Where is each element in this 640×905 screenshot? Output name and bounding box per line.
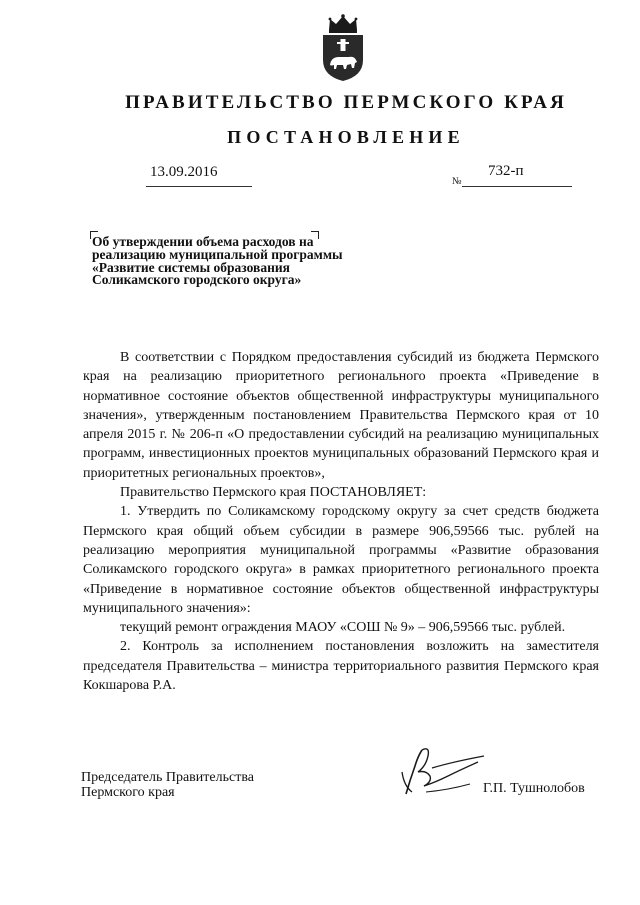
signatory-title-line-2: Пермского края bbox=[81, 785, 175, 800]
body-paragraph-item-1: 1. Утвердить по Соликамскому городскому округу за счет средств бюджета Пермского края общий объем субсидии в размере 906,59566 тыс. рублей на реализацию мероприятия муниципальной программы «Развитие образования Соликамского городского округа» в рамках приоритетного регионального проекта «Приведение в нормативное состояние объектов общественной инфраструктуры муниципального значения»: bbox=[83, 504, 599, 616]
document-date: 13.09.2016 bbox=[150, 164, 218, 180]
handwritten-signature-icon bbox=[396, 742, 488, 800]
signatory-title bbox=[81, 770, 254, 800]
document-subject: Об утверждении объема расходов на реализацию муниципальной программы «Развитие системы образования Соликамского городского округа» bbox=[92, 234, 343, 288]
document-number: 732-п bbox=[488, 163, 524, 179]
perm-krai-coat-of-arms-icon bbox=[318, 12, 368, 82]
number-sign: № bbox=[452, 176, 462, 187]
body-paragraph-preamble: В соответствии с Порядком предоставления субсидий из бюджета Пермского края на реализацию приоритетного регионального проекта «Приведение в нормативное состояние объектов общественной инфраструктуры муниципального значения», утвержденным постановлением Правительства Пермского края от 10 апреля 2015 г. № 206-п «О предоставлении субсидий на реализацию муниципальных программ, инвестиционных проектов муниципальных образований Пермского края и приоритетных региональных проектов», bbox=[83, 350, 599, 481]
number-underline bbox=[462, 186, 572, 187]
document-type: ПОСТАНОВЛЕНИЕ bbox=[227, 127, 465, 147]
document-body bbox=[83, 348, 599, 695]
signatory-title-line-1: Председатель Правительства bbox=[81, 770, 254, 785]
body-paragraph-item-2: 2. Контроль за исполнением постановления возложить на заместителя председателя Правительства – министра территориального развития Пермского края Кокшарова Р.А. bbox=[83, 639, 599, 694]
government-title: ПРАВИТЕЛЬСТВО ПЕРМСКОГО КРАЯ bbox=[125, 92, 567, 113]
body-paragraph-repair: текущий ремонт ограждения МАОУ «СОШ № 9» – 906,59566 тыс. рублей. bbox=[120, 620, 566, 636]
date-underline bbox=[146, 186, 252, 187]
body-paragraph-resolves: Правительство Пермского края ПОСТАНОВЛЯЕТ: bbox=[120, 485, 427, 501]
signatory-name: Г.П. Тушнолобов bbox=[483, 781, 585, 796]
